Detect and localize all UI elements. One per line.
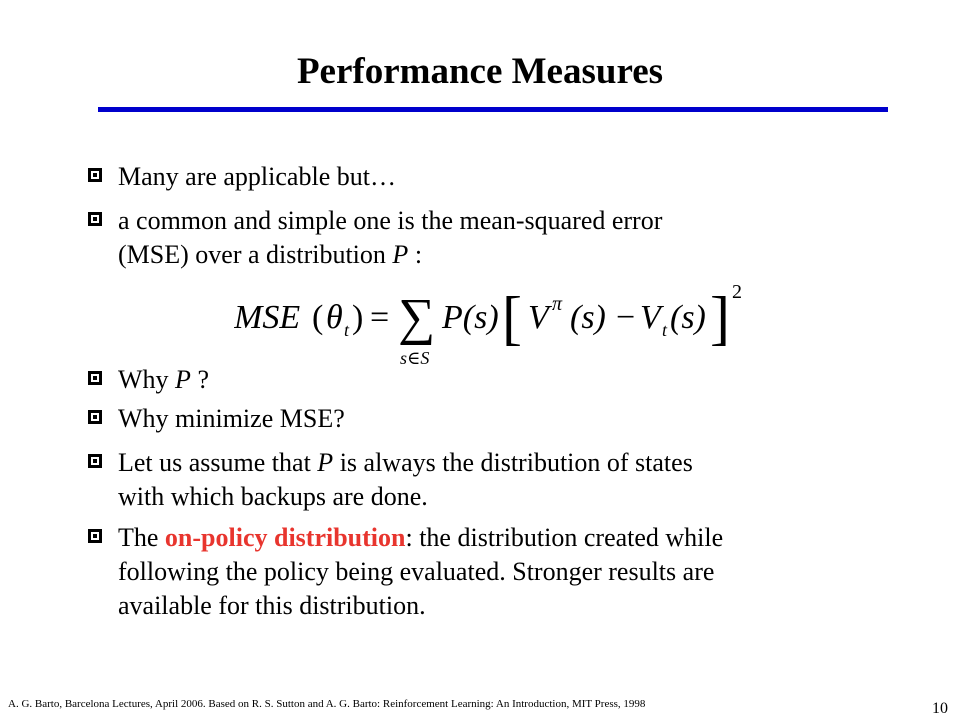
svg-text:t: t [662, 320, 668, 340]
svg-text:t: t [344, 320, 350, 340]
svg-text:2: 2 [732, 281, 742, 303]
svg-text:[: [ [502, 285, 522, 351]
svg-text:(s): (s) [670, 299, 706, 336]
svg-text:∑: ∑ [398, 289, 436, 346]
bullet-6-line-3: available for this distribution. [118, 591, 426, 620]
svg-text:(: ( [312, 299, 324, 336]
svg-text:MSE: MSE [234, 299, 301, 336]
bullet-box-icon [88, 454, 102, 468]
svg-text:V: V [528, 299, 549, 336]
footer-citation: A. G. Barto, Barcelona Lectures, April 2006. Based on R. S. Sutton and A. G. Barto: Reinforcement Learning: An Introduction, MIT Press, 1998 [8, 698, 646, 710]
bullet-box-icon [88, 371, 102, 385]
slide-title: Performance Measures [296, 51, 664, 92]
bullet-2 [88, 204, 888, 272]
bullet-1-text: Many are applicable but… [118, 162, 396, 191]
svg-text:): ) [352, 299, 364, 336]
bullet-5-line-2: with which backups are done. [118, 482, 428, 511]
svg-text:(s): (s) [570, 299, 606, 336]
on-policy-highlight: on-policy distribution [164, 523, 406, 552]
svg-text:s∈S: s∈S [400, 348, 430, 368]
bullet-box-icon [88, 410, 102, 424]
svg-text:]: ] [710, 285, 730, 351]
svg-text:−: − [616, 299, 636, 336]
bullet-4 [88, 402, 888, 436]
bullet-box-icon [88, 168, 102, 182]
svg-text:π: π [552, 293, 563, 315]
var-p: P [317, 448, 334, 477]
title-rule [98, 107, 888, 112]
bullet-5-line-1: Let us assume that P is always the distribution of states [118, 448, 693, 477]
bullet-2-line-2: (MSE) over a distribution P : [118, 240, 423, 269]
bullet-6 [88, 521, 888, 623]
svg-text:P(s): P(s) [442, 299, 499, 336]
var-p: P [175, 365, 191, 394]
svg-text:θ: θ [326, 299, 343, 336]
bullet-1 [88, 160, 888, 194]
mse-formula [234, 280, 754, 370]
bullet-2-line-1: a common and simple one is the mean-squared error [118, 206, 663, 235]
bullet-6-line-2: following the policy being evaluated. Stronger results are [118, 557, 715, 586]
svg-text:V: V [640, 299, 661, 336]
bullet-3: Why P ? [88, 363, 888, 397]
var-p: P [392, 240, 409, 269]
bullet-5 [88, 446, 888, 514]
page-number: 10 [932, 700, 948, 717]
bullet-6-line-1: The on-policy distribution: the distribution created while [118, 523, 724, 552]
bullet-4-text: Why minimize MSE? [118, 404, 345, 433]
bullet-box-icon [88, 529, 102, 543]
svg-text:=: = [370, 299, 390, 336]
bullet-box-icon [88, 212, 102, 226]
